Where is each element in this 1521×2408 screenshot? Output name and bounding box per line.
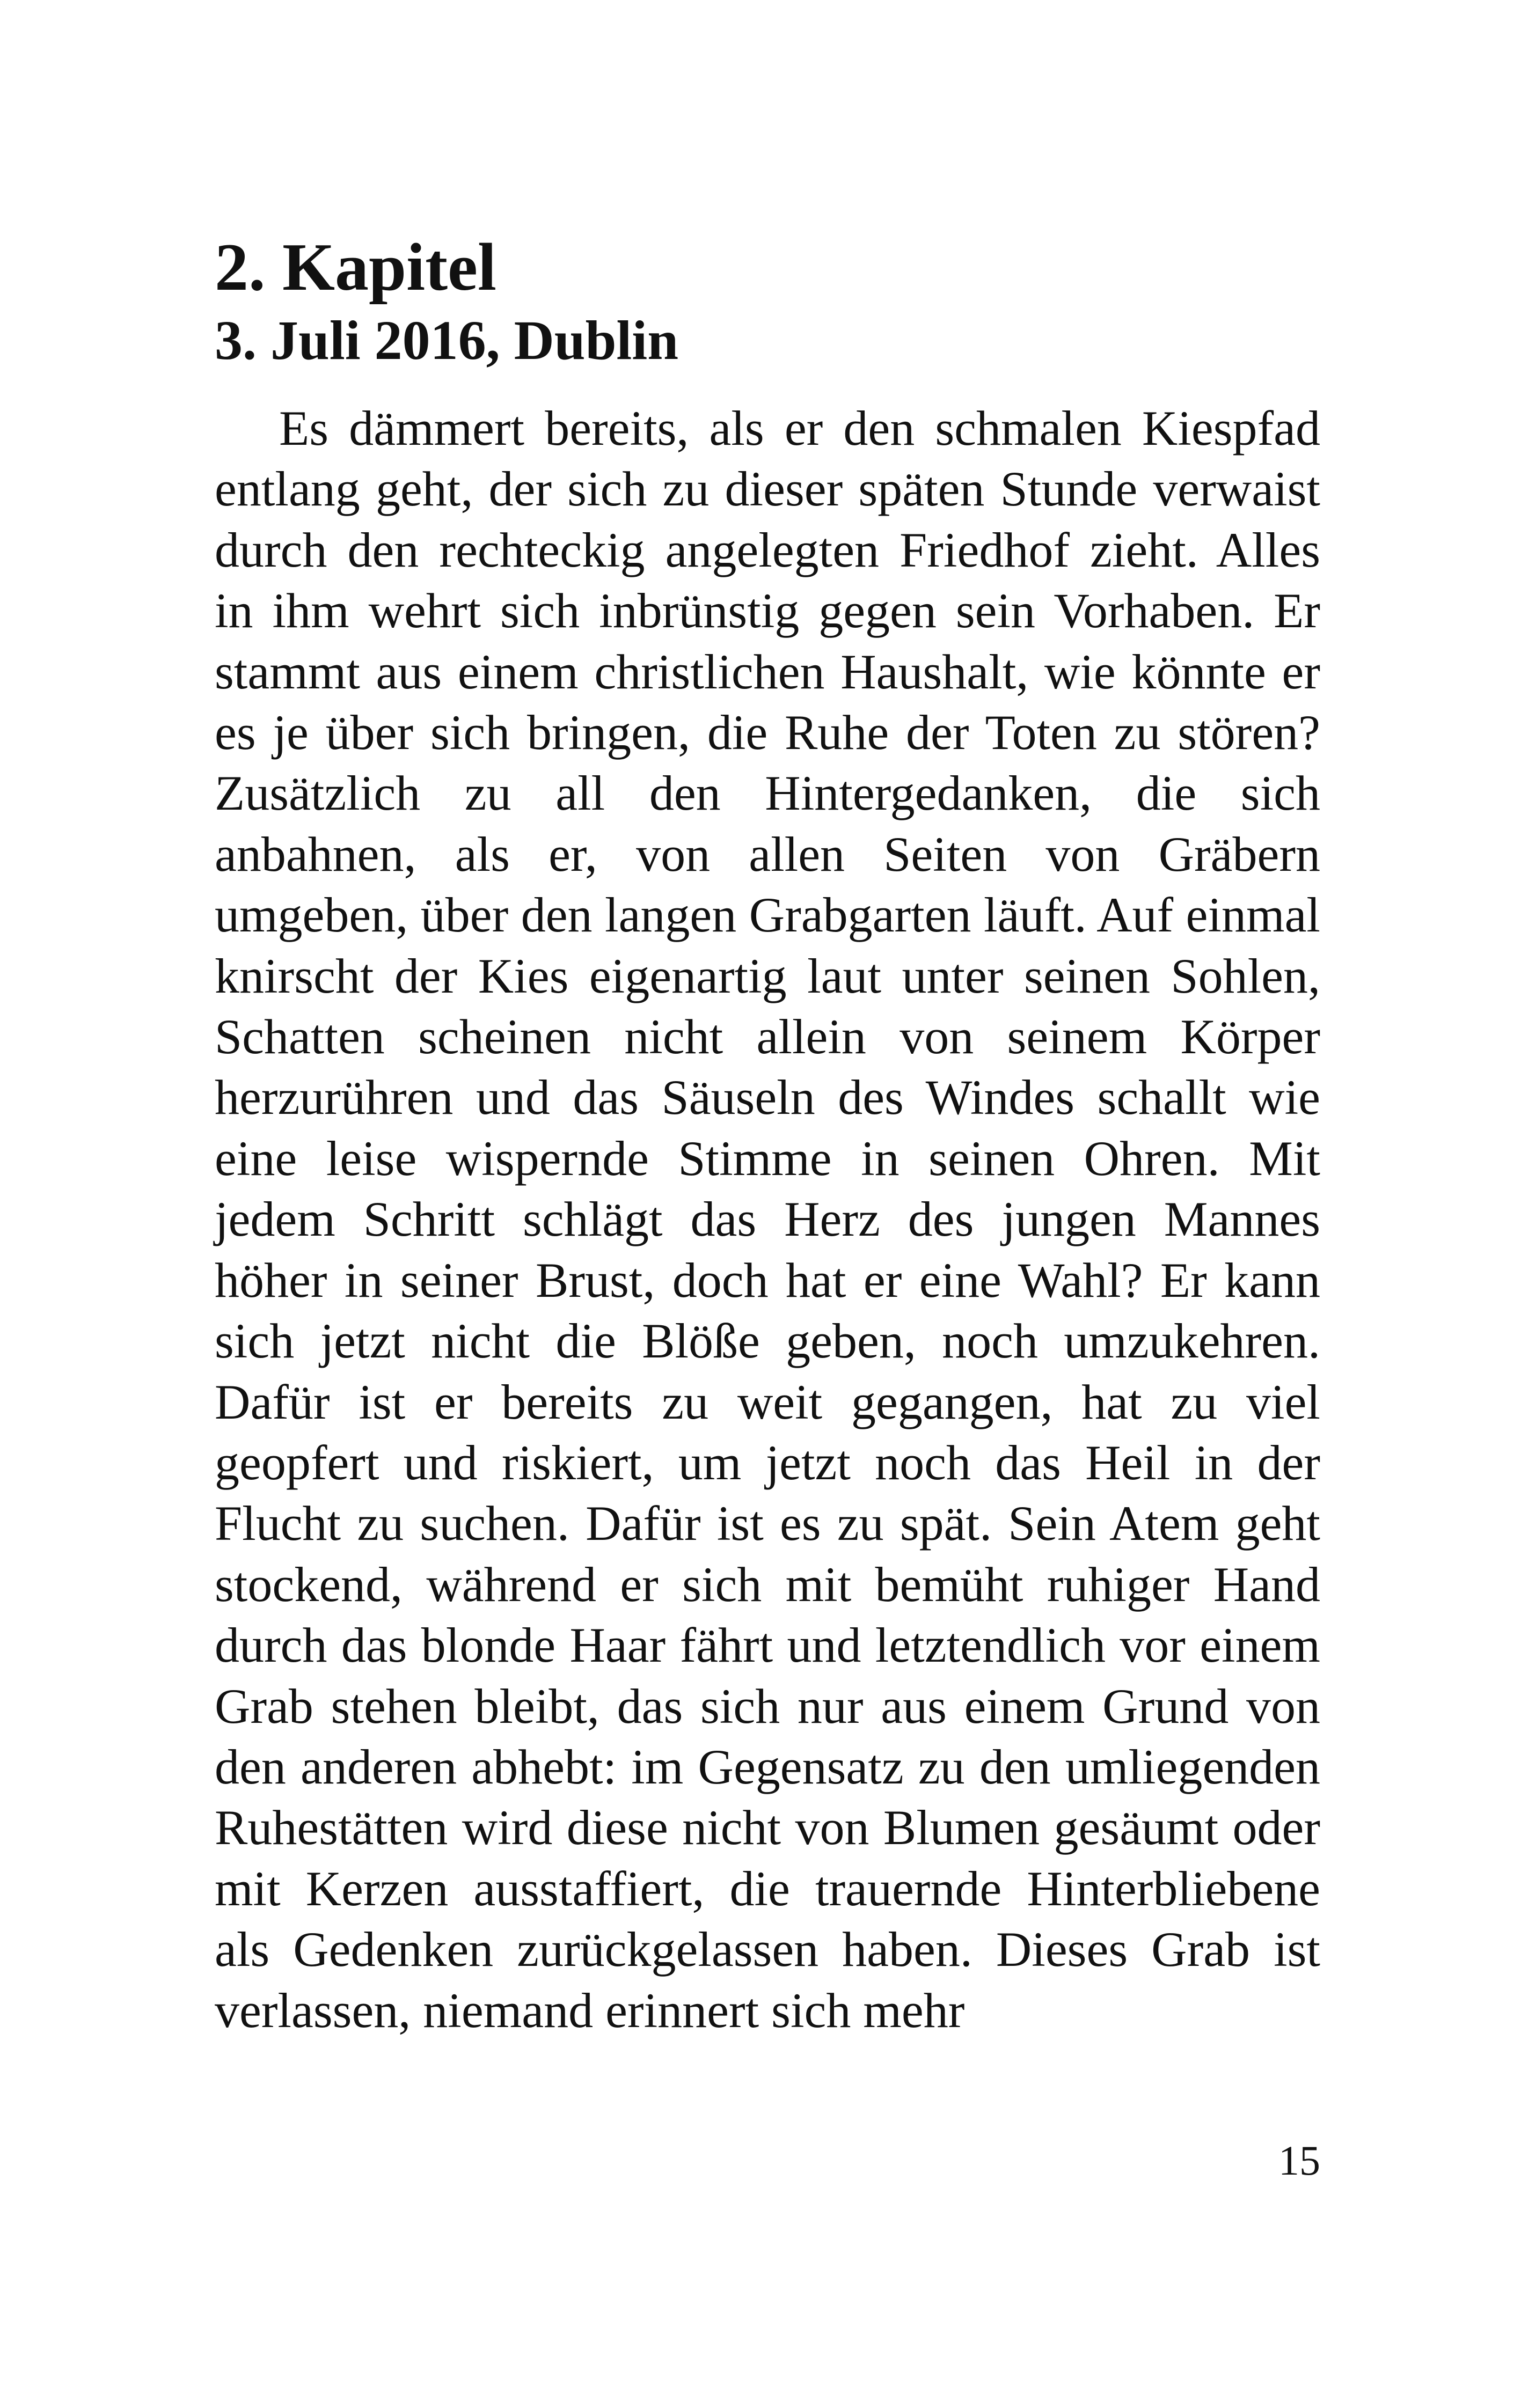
body-paragraph: Es dämmert bereits, als er den schmalen Kiespfad entlang geht, der sich zu dieser späten Stunde verwaist durch den rechteckig angelegten Friedhof zieht. Alles in ihm wehrt sich inbrünstig gegen sein Vorhaben. Er stammt aus einem christlichen Haushalt, wie könnte er es je über sich bringen, die Ruhe der Toten zu stören? Zusätzlich zu all den Hintergedanken, die sich anbahnen, als er, von allen Seiten von Gräbern umgeben, über den langen Grabgarten läuft. Auf einmal knirscht der Kies eigenartig laut unter seinen Sohlen, Schatten scheinen nicht allein von seinem Körper herzurühren und das Säuseln des Windes schallt wie eine leise wispernde Stimme in seinen Ohren. Mit jedem Schritt schlägt das Herz des jungen Mannes höher in seiner Brust, doch hat er eine Wahl? Er kann sich jetzt nicht die Blöße geben, noch umzukehren. Dafür ist er bereits zu weit gegangen, hat zu viel geopfert und riskiert, um jetzt noch das Heil in der Flucht zu suchen. Dafür ist es zu spät. Sein Atem geht stockend, während er sich mit bemüht ruhiger Hand durch das blonde Haar fährt und letztendlich vor einem Grab stehen bleibt, das sich nur aus einem Grund von den anderen abhebt: im Gegensatz zu den umliegenden Ruhestätten wird diese nicht von Blumen gesäumt oder mit Kerzen ausstaffiert, die trauernde Hinterbliebene als Gedenken zurückgelassen haben. Dieses Grab ist verlassen, niemand erinnert sich mehr (215, 401, 1320, 2038)
chapter-title: 2. Kapitel (215, 230, 496, 305)
page-number: 15 (1278, 2137, 1320, 2184)
chapter-date-location: 3. Juli 2016, Dublin (215, 310, 679, 371)
